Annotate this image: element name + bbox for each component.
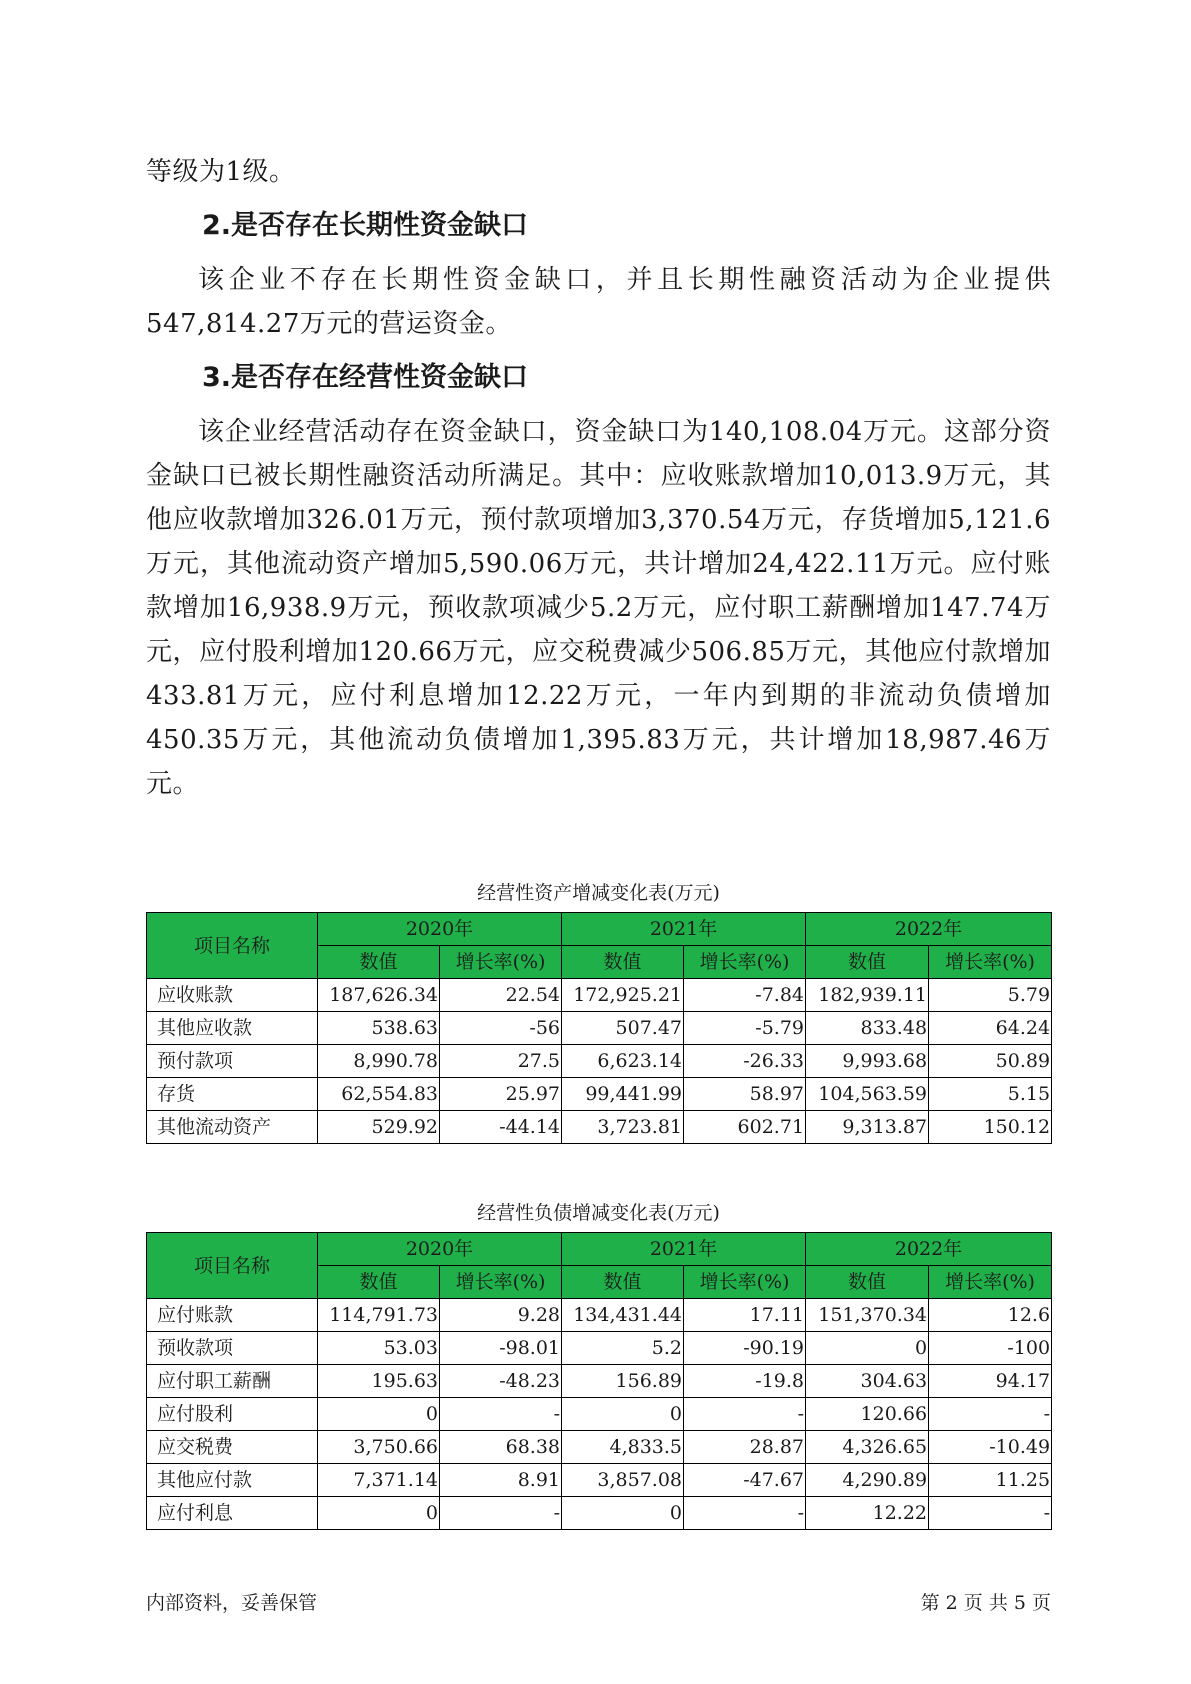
cell-value: 195.63 <box>318 1365 440 1398</box>
cell-value: 62,554.83 <box>318 1078 440 1111</box>
cell-growth-rate: -48.23 <box>440 1365 562 1398</box>
header-growth: 增长率(%) <box>440 1266 562 1299</box>
cell-growth-rate: -10.49 <box>929 1431 1052 1464</box>
cell-value: 5.2 <box>562 1332 684 1365</box>
cell-growth-rate: 602.71 <box>684 1111 806 1144</box>
cell-value: 4,833.5 <box>562 1431 684 1464</box>
cell-growth-rate: 58.97 <box>684 1078 806 1111</box>
row-item-name: 其他流动资产 <box>147 1111 318 1144</box>
paragraph-operating-gap: 该企业经营活动存在资金缺口，资金缺口为140,108.04万元。这部分资金缺口已被长期性融资活动所满足。其中：应收账款增加10,013.9万元，其他应收款增加326.01万元，预付款项增加3,370.54万元，存货增加5,121.6万元，其他流动资产增加5,590.06万元，共计增加24,422.11万元。应付账款增加16,938.9万元，预收款项减少5.2万元，应付职工薪酬增加147.74万元，应付股利增加120.66万元，应交税费减少506.85万元，其他应付款增加433.81万元，应付利息增加12.22万元，一年内到期的非流动负债增加450.35万元，其他流动负债增加1,395.83万元，共计增加18,987.46万元。 <box>146 417 1051 799</box>
cell-growth-rate: - <box>929 1497 1052 1530</box>
heading-operating-gap: 3.是否存在经营性资金缺口 <box>202 362 529 393</box>
header-year: 2020年 <box>318 1233 562 1266</box>
cell-value: 3,723.81 <box>562 1111 684 1144</box>
header-growth: 增长率(%) <box>929 946 1052 979</box>
cell-value: 3,750.66 <box>318 1431 440 1464</box>
paragraph-rating-tail: 等级为1级。 <box>146 157 296 187</box>
cell-growth-rate: 22.54 <box>440 979 562 1012</box>
table-row <box>147 1365 1052 1398</box>
cell-value: 156.89 <box>562 1365 684 1398</box>
row-item-name: 其他应收款 <box>147 1012 318 1045</box>
cell-value: 0 <box>318 1398 440 1431</box>
row-item-name: 其他应付款 <box>147 1464 318 1497</box>
cell-growth-rate: 5.79 <box>929 979 1052 1012</box>
cell-growth-rate: 28.87 <box>684 1431 806 1464</box>
header-year: 2021年 <box>562 1233 806 1266</box>
liability-change-table <box>146 1232 1052 1530</box>
paragraph-long-term-gap: 该企业不存在长期性资金缺口，并且长期性融资活动为企业提供547,814.27万元的营运资金。 <box>146 265 1051 339</box>
cell-growth-rate: -44.14 <box>440 1111 562 1144</box>
cell-growth-rate: 27.5 <box>440 1045 562 1078</box>
cell-growth-rate: 8.91 <box>440 1464 562 1497</box>
table-row <box>147 1012 1052 1045</box>
cell-value: 12.22 <box>806 1497 929 1530</box>
header-value: 数值 <box>318 1266 440 1299</box>
cell-growth-rate: 12.6 <box>929 1299 1052 1332</box>
cell-growth-rate: 94.17 <box>929 1365 1052 1398</box>
cell-growth-rate: - <box>440 1398 562 1431</box>
row-item-name: 应付账款 <box>147 1299 318 1332</box>
table-row <box>147 1464 1052 1497</box>
heading-long-term-gap: 2.是否存在长期性资金缺口 <box>202 210 529 241</box>
cell-value: 8,990.78 <box>318 1045 440 1078</box>
cell-growth-rate: - <box>929 1398 1052 1431</box>
header-year: 2020年 <box>318 913 562 946</box>
cell-value: 53.03 <box>318 1332 440 1365</box>
page-number: 第 2 页 共 5 页 <box>920 1592 1051 1614</box>
cell-growth-rate: -56 <box>440 1012 562 1045</box>
header-item-name: 项目名称 <box>147 1233 318 1299</box>
cell-value: 9,313.87 <box>806 1111 929 1144</box>
table-row <box>147 1045 1052 1078</box>
cell-value: 0 <box>318 1497 440 1530</box>
cell-value: 151,370.34 <box>806 1299 929 1332</box>
header-item-name: 项目名称 <box>147 913 318 979</box>
row-item-name: 应交税费 <box>147 1431 318 1464</box>
header-value: 数值 <box>318 946 440 979</box>
header-growth: 增长率(%) <box>440 946 562 979</box>
asset-change-table-block <box>146 880 1052 1144</box>
cell-value: 3,857.08 <box>562 1464 684 1497</box>
row-item-name: 存货 <box>147 1078 318 1111</box>
table-row <box>147 1497 1052 1530</box>
header-value: 数值 <box>806 946 929 979</box>
cell-value: 9,993.68 <box>806 1045 929 1078</box>
row-item-name: 预付款项 <box>147 1045 318 1078</box>
header-growth: 增长率(%) <box>929 1266 1052 1299</box>
cell-value: 304.63 <box>806 1365 929 1398</box>
cell-value: 6,623.14 <box>562 1045 684 1078</box>
cell-value: 507.47 <box>562 1012 684 1045</box>
table-row <box>147 1332 1052 1365</box>
cell-value: 4,326.65 <box>806 1431 929 1464</box>
table-caption: 经营性负债增减变化表(万元) <box>477 1202 720 1224</box>
cell-growth-rate: 11.25 <box>929 1464 1052 1497</box>
cell-value: 104,563.59 <box>806 1078 929 1111</box>
cell-value: 120.66 <box>806 1398 929 1431</box>
header-value: 数值 <box>806 1266 929 1299</box>
cell-growth-rate: -19.8 <box>684 1365 806 1398</box>
cell-value: 114,791.73 <box>318 1299 440 1332</box>
cell-growth-rate: 64.24 <box>929 1012 1052 1045</box>
cell-growth-rate: 17.11 <box>684 1299 806 1332</box>
cell-growth-rate: 68.38 <box>440 1431 562 1464</box>
row-item-name: 应收账款 <box>147 979 318 1012</box>
body-text <box>146 150 1051 806</box>
row-item-name: 预收款项 <box>147 1332 318 1365</box>
header-value: 数值 <box>562 1266 684 1299</box>
row-item-name: 应付职工薪酬 <box>147 1365 318 1398</box>
table-row <box>147 1078 1052 1111</box>
table-row <box>147 979 1052 1012</box>
cell-growth-rate: 25.97 <box>440 1078 562 1111</box>
cell-growth-rate: -90.19 <box>684 1332 806 1365</box>
cell-growth-rate: -7.84 <box>684 979 806 1012</box>
table-caption: 经营性资产增减变化表(万元) <box>477 882 720 904</box>
cell-growth-rate: 5.15 <box>929 1078 1052 1111</box>
table-row <box>147 1431 1052 1464</box>
cell-value: 0 <box>562 1398 684 1431</box>
cell-value: 538.63 <box>318 1012 440 1045</box>
cell-growth-rate: 9.28 <box>440 1299 562 1332</box>
header-year: 2021年 <box>562 913 806 946</box>
header-growth: 增长率(%) <box>684 1266 806 1299</box>
cell-growth-rate: 150.12 <box>929 1111 1052 1144</box>
cell-value: 4,290.89 <box>806 1464 929 1497</box>
header-year: 2022年 <box>806 913 1052 946</box>
cell-value: 99,441.99 <box>562 1078 684 1111</box>
table-row <box>147 1398 1052 1431</box>
table-row <box>147 1111 1052 1144</box>
cell-growth-rate: 50.89 <box>929 1045 1052 1078</box>
cell-value: 7,371.14 <box>318 1464 440 1497</box>
cell-growth-rate: - <box>440 1497 562 1530</box>
liability-change-table-block <box>146 1200 1052 1530</box>
table-row <box>147 1299 1052 1332</box>
cell-growth-rate: -26.33 <box>684 1045 806 1078</box>
cell-value: 187,626.34 <box>318 979 440 1012</box>
cell-growth-rate: - <box>684 1497 806 1530</box>
cell-value: 0 <box>806 1332 929 1365</box>
cell-growth-rate: - <box>684 1398 806 1431</box>
header-value: 数值 <box>562 946 684 979</box>
cell-value: 172,925.21 <box>562 979 684 1012</box>
confidential-note: 内部资料，妥善保管 <box>146 1592 318 1614</box>
header-year: 2022年 <box>806 1233 1052 1266</box>
cell-value: 134,431.44 <box>562 1299 684 1332</box>
cell-value: 833.48 <box>806 1012 929 1045</box>
row-item-name: 应付股利 <box>147 1398 318 1431</box>
header-growth: 增长率(%) <box>684 946 806 979</box>
cell-growth-rate: -47.67 <box>684 1464 806 1497</box>
cell-value: 182,939.11 <box>806 979 929 1012</box>
cell-growth-rate: -5.79 <box>684 1012 806 1045</box>
row-item-name: 应付利息 <box>147 1497 318 1530</box>
cell-growth-rate: -98.01 <box>440 1332 562 1365</box>
asset-change-table <box>146 912 1052 1144</box>
cell-value: 0 <box>562 1497 684 1530</box>
cell-value: 529.92 <box>318 1111 440 1144</box>
cell-growth-rate: -100 <box>929 1332 1052 1365</box>
